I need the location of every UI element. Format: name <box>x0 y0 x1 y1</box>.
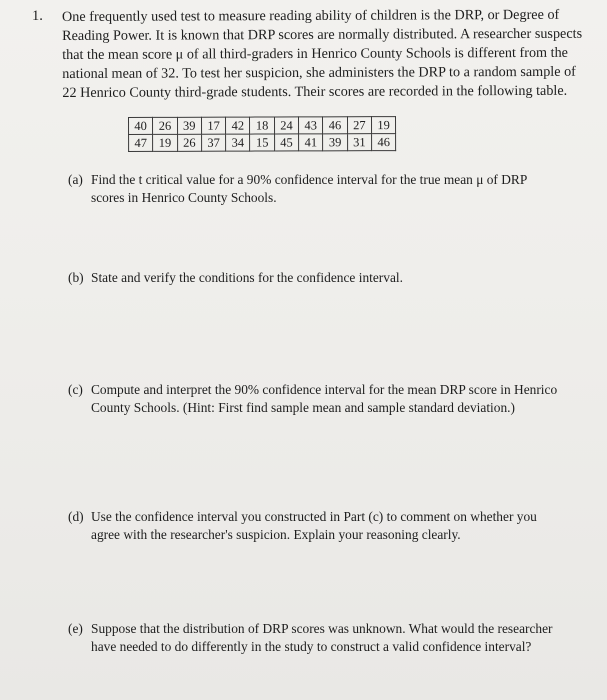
score-cell: 15 <box>250 134 274 151</box>
intro-line: Reading Power. It is known that DRP scores are normally distributed. A researcher suspects <box>62 25 583 44</box>
table-row <box>129 117 396 135</box>
part-text <box>91 508 561 544</box>
scores-table <box>128 116 396 152</box>
intro-line: One frequently used test to measure reading ability of children is the DRP, or Degree of <box>62 6 560 25</box>
table-row <box>129 134 396 152</box>
part-line: State and verify the conditions for the confidence interval. <box>91 270 403 285</box>
score-cell: 24 <box>274 117 298 134</box>
question-number: 1. <box>32 8 43 24</box>
score-cell: 45 <box>274 134 298 151</box>
part-line: Find the t critical value for a 90% confidence interval for the true mean μ of DRP <box>91 172 528 187</box>
score-cell: 39 <box>323 134 347 151</box>
score-cell: 19 <box>371 117 395 134</box>
score-cell: 37 <box>201 134 225 151</box>
score-cell: 17 <box>201 117 225 134</box>
score-cell: 46 <box>372 134 396 151</box>
part-text <box>91 620 561 656</box>
score-cell: 40 <box>129 117 153 134</box>
part-text <box>91 381 561 417</box>
intro-line: that the mean score μ of all third-graders in Henrico County Schools is different from the <box>62 44 568 63</box>
part-line: scores in Henrico County Schools. <box>91 190 277 205</box>
score-cell: 39 <box>177 117 201 134</box>
part-line: Compute and interpret the 90% confidence interval for the mean DRP score in Henrico <box>91 382 558 397</box>
intro-line: national mean of 32. To test her suspicion, she administers the DRP to a random sample of <box>62 63 576 82</box>
intro-line: 22 Henrico County third-grade students. Their scores are recorded in the following table. <box>62 82 568 101</box>
part-line: Suppose that the distribution of DRP scores was unknown. What would the researcher <box>91 621 553 636</box>
part-line: agree with the researcher's suspicion. Explain your reasoning clearly. <box>91 527 461 542</box>
score-cell: 26 <box>177 134 201 151</box>
score-cell: 42 <box>226 117 250 134</box>
score-cell: 18 <box>250 117 274 134</box>
score-cell: 41 <box>299 134 323 151</box>
part-text <box>91 171 561 207</box>
part-label: (c) <box>68 382 83 397</box>
part-label: (b) <box>68 270 84 285</box>
score-cell: 46 <box>323 117 347 134</box>
part-text <box>91 269 561 287</box>
score-cell: 27 <box>347 117 371 134</box>
score-cell: 26 <box>153 117 177 134</box>
part-label: (a) <box>68 172 83 187</box>
question-intro <box>62 6 583 103</box>
score-cell: 34 <box>226 134 250 151</box>
score-cell: 47 <box>129 134 153 151</box>
part-label: (d) <box>68 509 84 524</box>
score-cell: 19 <box>153 134 177 151</box>
score-cell: 31 <box>347 134 371 151</box>
part-line: Use the confidence interval you constructed in Part (c) to comment on whether you <box>91 509 537 524</box>
part-line: have needed to do differently in the study to construct a valid confidence interval? <box>91 639 532 654</box>
score-cell: 43 <box>299 117 323 134</box>
part-label: (e) <box>68 621 83 636</box>
part-line: County Schools. (Hint: First find sample mean and sample standard deviation.) <box>91 400 515 415</box>
